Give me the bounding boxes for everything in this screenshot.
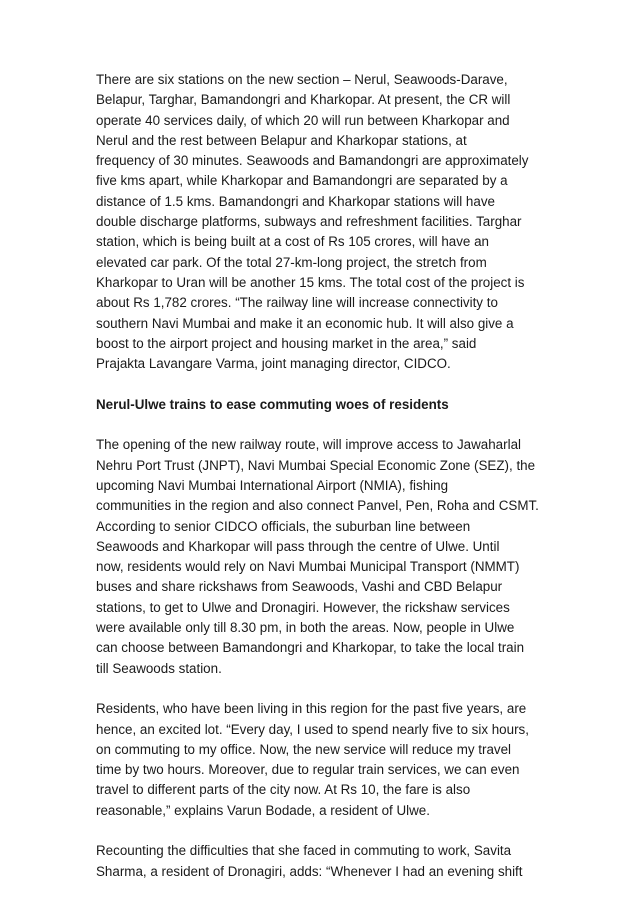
text-line: on commuting to my office. Now, the new service will reduce my travel [96, 741, 512, 757]
text-line: Residents, who have been living in this region for the past five years, are [96, 701, 527, 717]
text-line: about Rs 1,782 crores. “The railway line will increase connectivity to [96, 295, 498, 311]
text-line: According to senior CIDCO officials, the suburban line between [96, 518, 471, 534]
text-line: The opening of the new railway route, will improve access to Jawaharlal [96, 437, 521, 453]
text-line: Prajakta Lavangare Varma, joint managing director, CIDCO. [96, 356, 451, 372]
text-line: Recounting the difficulties that she faced in commuting to work, Savita [96, 843, 512, 859]
paragraph [96, 699, 554, 821]
text-line: communities in the region and also connect Panvel, Pen, Roha and CSMT. [96, 498, 539, 514]
text-line: five kms apart, while Kharkopar and Bamandongri are separated by a [96, 173, 508, 189]
text-line: Belapur, Targhar, Bamandongri and Kharkopar. At present, the CR will [96, 92, 511, 108]
document-body [96, 70, 554, 902]
text-line: upcoming Navi Mumbai International Airport (NMIA), fishing [96, 477, 449, 493]
section-heading [96, 395, 554, 415]
text-line: buses and share rickshaws from Seawoods, Vashi and CBD Belapur [96, 579, 503, 595]
text-line: Seawoods and Kharkopar will pass through the centre of Ulwe. Until [96, 538, 500, 554]
text-line: Nehru Port Trust (JNPT), Navi Mumbai Special Economic Zone (SEZ), the [96, 457, 536, 473]
text-line: southern Navi Mumbai and make it an economic hub. It will also give a [96, 315, 514, 331]
text-line: double discharge platforms, subways and refreshment facilities. Targhar [96, 214, 522, 230]
text-line: elevated car park. Of the total 27-km-long project, the stretch from [96, 254, 487, 270]
text-line: There are six stations on the new section – Nerul, Seawoods-Darave, [96, 72, 508, 87]
text-line: time by two hours. Moreover, due to regular train services, we can even [96, 762, 520, 778]
text-line: Sharma, a resident of Dronagiri, adds: “Whenever I had an evening shift [96, 863, 523, 879]
text-line: reasonable,” explains Varun Bodade, a resident of Ulwe. [96, 802, 430, 818]
text-line: were available only till 8.30 pm, in both the areas. Now, people in Ulwe [96, 620, 515, 636]
text-line: Kharkopar to Uran will be another 15 kms. The total cost of the project is [96, 274, 525, 290]
heading-text: Nerul-Ulwe trains to ease commuting woes of residents [96, 396, 449, 412]
text-line: boost to the airport project and housing market in the area,” said [96, 335, 477, 351]
text-line: can choose between Bamandongri and Kharkopar, to take the local train [96, 640, 525, 656]
text-line: frequency of 30 minutes. Seawoods and Bamandongri are approximately [96, 153, 529, 169]
paragraph [96, 70, 554, 374]
text-line: now, residents would rely on Navi Mumbai Municipal Transport (NMMT) [96, 559, 520, 575]
text-line: stations, to get to Ulwe and Dronagiri. However, the rickshaw services [96, 599, 510, 615]
text-line: till Seawoods station. [96, 660, 222, 676]
paragraph [96, 841, 554, 882]
text-line: travel to different parts of the city now. At Rs 10, the fare is also [96, 782, 471, 798]
text-line: station, which is being built at a cost of Rs 105 crores, will have an [96, 234, 489, 250]
text-line: Nerul and the rest between Belapur and Kharkopar stations, at [96, 132, 467, 148]
text-line: distance of 1.5 kms. Bamandongri and Kharkopar stations will have [96, 193, 495, 209]
paragraph [96, 435, 554, 679]
text-line: operate 40 services daily, of which 20 will run between Kharkopar and [96, 112, 510, 128]
text-line: hence, an excited lot. “Every day, I used to spend nearly five to six hours, [96, 721, 529, 737]
